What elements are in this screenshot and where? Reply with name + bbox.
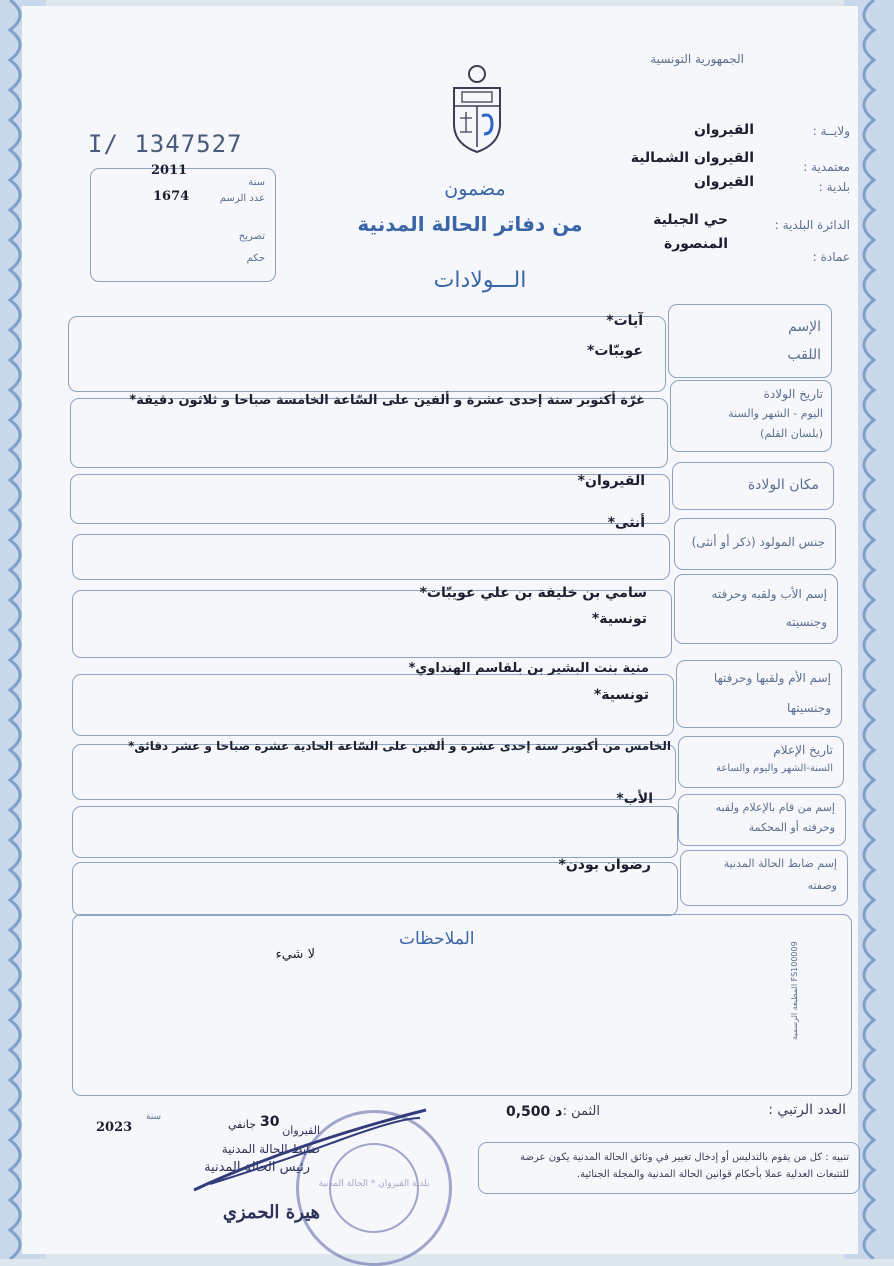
surname-label: اللقب: [787, 347, 821, 363]
mother-nationality-value: تونسية*: [593, 687, 649, 703]
declaration-date-sublabel: السنة-الشهر واليوم والساعة: [716, 763, 833, 774]
birthdate-note: (بلسان القلم): [760, 427, 823, 440]
row-name-value-box: [68, 313, 666, 392]
title-extract: مضمون: [444, 178, 506, 200]
date-month: جانفي: [228, 1118, 256, 1131]
imada-value: المنصورة: [663, 236, 728, 252]
declarant-sublabel: وحرفته أو المحكمة: [748, 821, 835, 834]
sex-value: أنثى*: [607, 515, 645, 531]
row-mother-label-box: [676, 660, 842, 728]
officer-value: رضوان بودن*: [558, 857, 651, 873]
handwritten-signature: [190, 1104, 430, 1200]
father-nationality-value: تونسية*: [591, 611, 647, 627]
row-officer-value-box: [72, 857, 678, 916]
wilaya-label: ولايــة :: [812, 124, 850, 138]
reg-judg-label: حكم: [246, 253, 265, 264]
row-sex-label-box: [674, 518, 836, 570]
signature-line2: ضابط الحالة المدنية: [221, 1142, 320, 1156]
baladiya-label: بلدية :: [818, 180, 850, 194]
mother-value: منية بنت البشير بن بلقاسم الهنداوي*: [408, 661, 649, 676]
reg-number-label: عدد الرسم: [219, 193, 265, 204]
row-birthdate-label-box: [670, 380, 832, 452]
warning-text: تنبيه : كل من يقوم بالتدليس أو إدخال تغيير في وثائق الحالة المدنية يكون عرضة للتتبعات العدلية عملا بأحكام قوانين الحالة المدنية والمجلة الجنائية.: [520, 1152, 849, 1180]
father-nationality-label: وجنسيته: [785, 615, 827, 629]
date-day: 30: [260, 1114, 280, 1130]
birthplace-value: القيروان*: [577, 473, 645, 489]
row-birthdate-value-box: [70, 393, 668, 468]
reg-number: 1674: [153, 189, 190, 204]
republic-title: الجمهورية التونسية: [650, 52, 744, 66]
serial-number: I/ 1347527: [88, 130, 243, 158]
price-value: 0,500 د: [506, 1104, 563, 1120]
row-sex-value-box: [72, 515, 670, 580]
reg-year-label: سنة: [248, 177, 265, 188]
reg-decl-label: تصريح: [238, 231, 265, 242]
row-declaration-label-box: [678, 736, 844, 788]
title-births: الـــولادات: [433, 268, 527, 293]
birthdate-value: غرّة أكتوبر سنة إحدى عشرة و ألفين على السّاعة الخامسة صباحا و ثلاثون دقيقة*: [129, 393, 645, 408]
remarks-box: [72, 914, 852, 1096]
mother-nationality-label: وجنسيتها: [787, 701, 831, 715]
birthplace-label: مكان الولادة: [747, 477, 819, 493]
remarks-value: لا شيء: [275, 947, 315, 962]
remarks-label: الملاحظات: [399, 929, 475, 949]
first-name-value: آيات*: [606, 313, 643, 329]
row-place-label-box: [672, 462, 834, 510]
declaration-date-value: الخامس من أكتوبر سنة إحدى عشرة و ألفين على السّاعة الحادية عشرة صباحا و عشر دقائق*: [128, 739, 671, 753]
birthdate-label: تاريخ الولادة: [763, 387, 823, 401]
signature-line1: القيروان: [282, 1124, 320, 1137]
row-father-label-box: [674, 574, 838, 644]
date-year: 2023: [96, 1120, 133, 1135]
mother-label: إسم الأم ولقبها وحرفتها: [713, 671, 831, 685]
serial-label: العدد الرتبي :: [768, 1102, 846, 1118]
title-registers: من دفاتر الحالة المدنية: [357, 212, 583, 236]
imada-label: عمادة :: [812, 250, 850, 264]
printer-mark: المطبعة الرسمية FS100009: [790, 941, 799, 1040]
row-officer-label-box: [680, 850, 848, 906]
declarant-label: إسم من قام بالإعلام ولقبه: [715, 801, 835, 814]
surname-value: عويبّات*: [587, 343, 643, 359]
row-mother-value-box: [72, 661, 674, 736]
row-declarant-label-box: [678, 794, 846, 846]
name-label: الإسم: [788, 319, 821, 335]
row-declarant-value-box: [72, 791, 678, 858]
declarant-value: الأب*: [616, 791, 653, 807]
row-name-label-box: [668, 304, 832, 378]
registration-box: [90, 163, 276, 282]
date-year-label: سنة: [146, 1112, 162, 1122]
father-label: إسم الأب ولقبه وحرفته: [711, 587, 827, 601]
row-father-value-box: [72, 585, 672, 658]
warning-notice: [478, 1142, 860, 1194]
daira-label: الدائرة البلدية :: [774, 218, 850, 232]
declaration-date-label: تاريخ الإعلام: [773, 743, 833, 757]
reg-year: 2011: [151, 163, 188, 178]
daira-value: حي الجبلية: [653, 212, 728, 228]
wilaya-value: القيروان: [693, 122, 754, 138]
birthdate-sublabel: اليوم - الشهر والسنة: [728, 407, 823, 420]
mutamadiya-label: معتمدية :: [803, 160, 850, 174]
tunisia-coat-of-arms-icon: [446, 62, 508, 154]
sex-label: جنس المولود (ذكر أو أنثى): [691, 535, 825, 549]
signature-name: هيرة الحمزي: [222, 1202, 320, 1223]
signature-line3: رئيس الحالة المدنية: [204, 1160, 310, 1175]
mutamadiya-value: القيروان الشمالية: [630, 150, 754, 166]
father-value: سامي بن خليفة بن علي عويبّات*: [419, 585, 647, 601]
price-label: الثمن :: [562, 1104, 600, 1119]
baladiya-value: القيروان: [693, 174, 754, 190]
officer-label: إسم ضابط الحالة المدنية: [723, 857, 837, 870]
officer-sublabel: وصفته: [807, 879, 837, 892]
stamp-text: بلدية القيروان * الحالة المدنية: [318, 1179, 430, 1189]
